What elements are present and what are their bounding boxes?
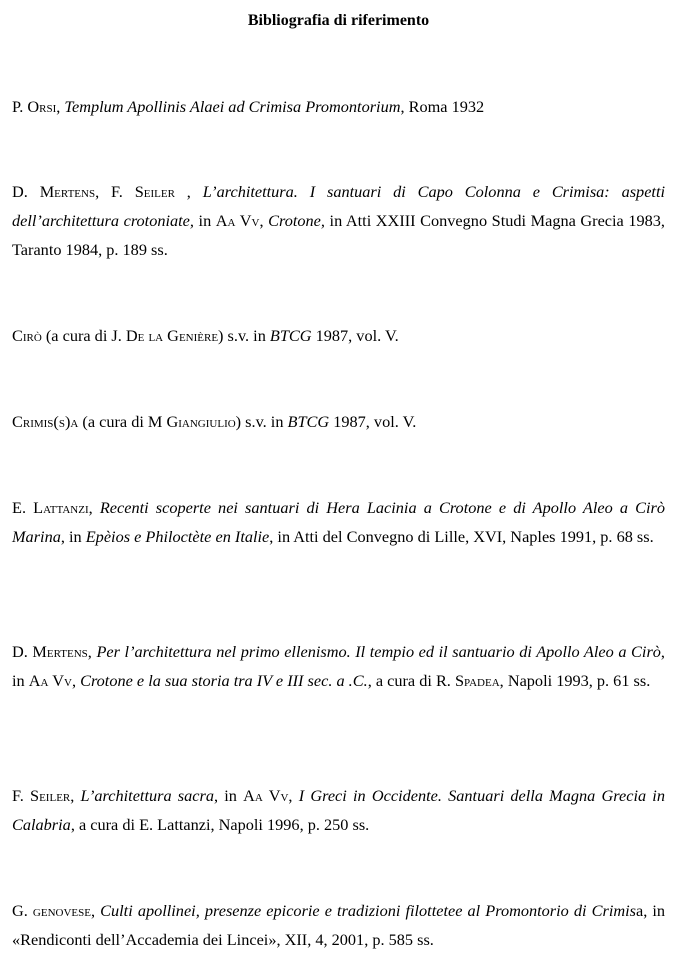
- entry-text: , in: [60, 527, 86, 547]
- entry-text: ,: [71, 671, 81, 691]
- entry-text: a, in «Rendiconti dell’Accademia dei Lincei», XII, 4, 2001, p. 585 ss.: [12, 901, 666, 950]
- entry-author-text: Aa Vv: [215, 211, 260, 231]
- entry-text: ,: [88, 498, 100, 517]
- entry-title-text: Epèios e Philoctète en Italie: [85, 527, 270, 547]
- entry-text: 1987, vol. V.: [311, 326, 399, 345]
- entry-text: ,: [90, 901, 101, 920]
- entry-text: , in Atti del Convegno di Lille, XVI, Naples 1991, p. 68 ss.: [269, 527, 654, 547]
- entry-title-text: Per l’architettura nel primo ellenismo. Il tempio ed il santuario di Apollo Aleo a Cirò: [96, 642, 661, 661]
- entry-author-text: Aa Vv: [243, 786, 289, 805]
- entry-title-text: Crotone e la sua storia tra IV e III sec. a .C.: [80, 671, 368, 691]
- entry-text: , a cura di E. Lattanzi, Napoli 1996, p. 250 ss.: [70, 815, 370, 835]
- entry-title-text: L’architettura sacra: [80, 786, 214, 805]
- entry-text: ,: [259, 211, 269, 231]
- entry-text: , F.: [95, 182, 135, 201]
- entry-author-text: Seiler: [30, 786, 71, 805]
- entry-author-text: Seiler: [134, 182, 175, 201]
- entry-author-text: De la Genière: [125, 326, 219, 345]
- entry-text: in: [193, 211, 216, 231]
- entry-title-text: Templum Apollinis Alaei ad Crimisa Promontorium: [64, 97, 401, 116]
- bibliography-entry: [12, 637, 665, 695]
- bibliography-entry: [12, 407, 665, 436]
- entry-text: F.: [12, 786, 31, 805]
- entry-text: 1987, vol. V.: [329, 412, 417, 431]
- entry-text: (a cura di M: [78, 412, 167, 431]
- entry-author-text: Mertens: [39, 182, 96, 201]
- entry-title-text: Crotone,: [268, 211, 325, 231]
- entry-title-text: Culti apollinei, presenze epicorie e tradizioni filottetee al Promontorio di Crimis: [100, 901, 636, 920]
- entry-text: P.: [12, 97, 28, 116]
- entry-title-text: BTCG: [269, 326, 312, 345]
- entry-text: ,: [56, 97, 65, 116]
- entry-text: , Napoli 1993, p. 61 ss.: [499, 671, 651, 691]
- entry-text: (a cura di J.: [41, 326, 126, 345]
- entry-text: ) s.v. in: [218, 326, 270, 345]
- entry-text: E.: [12, 498, 34, 517]
- entry-text: D.: [12, 182, 40, 201]
- entry-title-text: L’architettura. I santuari di Capo Colonna e Crimisa: aspetti dell’architettura crotoniate,: [12, 182, 665, 231]
- entry-author-text: Crimis(s)a: [12, 412, 79, 431]
- entry-title-text: Recenti scoperte nei santuari di Hera Lacinia a Crotone e di Apollo Aleo a Cirò Marina: [12, 498, 665, 547]
- entry-text: D.: [12, 642, 33, 661]
- entry-text: ,: [288, 786, 299, 805]
- entry-text: in Atti XXIII Convegno Studi Magna Grecia 1983, Taranto 1984, p. 189 ss.: [12, 211, 665, 260]
- bibliography-entry: [12, 177, 665, 265]
- entry-author-text: Cirò: [12, 326, 42, 345]
- entry-text: , a cura di R.: [367, 671, 455, 691]
- entry-author-text: Giangiulio: [166, 412, 236, 431]
- entry-title-text: BTCG: [287, 412, 330, 431]
- entry-title-text: I Greci in Occidente. Santuari della Magna Grecia in Calabria: [12, 786, 665, 835]
- entry-author-text: Lattanzi: [33, 498, 89, 517]
- entry-text: G.: [12, 901, 33, 920]
- entry-author-text: Orsi: [27, 97, 57, 116]
- entry-text: ) s.v. in: [235, 412, 288, 431]
- bibliography-entry: [12, 896, 665, 954]
- bibliography-entry: [12, 321, 665, 350]
- entry-author-text: genovese: [32, 901, 91, 920]
- bibliography-entry: [12, 92, 665, 121]
- entry-author-text: Aa Vv: [28, 671, 72, 691]
- bibliography-entry: [12, 781, 665, 839]
- entry-text: ,: [87, 642, 97, 661]
- entry-text: ,: [70, 786, 81, 805]
- entry-text: , Roma 1932: [400, 97, 485, 116]
- entry-author-text: Spadea: [454, 671, 500, 691]
- entry-author-text: Mertens: [32, 642, 88, 661]
- entry-text: , in: [12, 642, 665, 691]
- entry-text: ,: [174, 182, 203, 201]
- bibliography-entry: [12, 493, 665, 551]
- page-title: Bibliografia di riferimento: [247, 12, 430, 29]
- entry-text: , in: [213, 786, 244, 805]
